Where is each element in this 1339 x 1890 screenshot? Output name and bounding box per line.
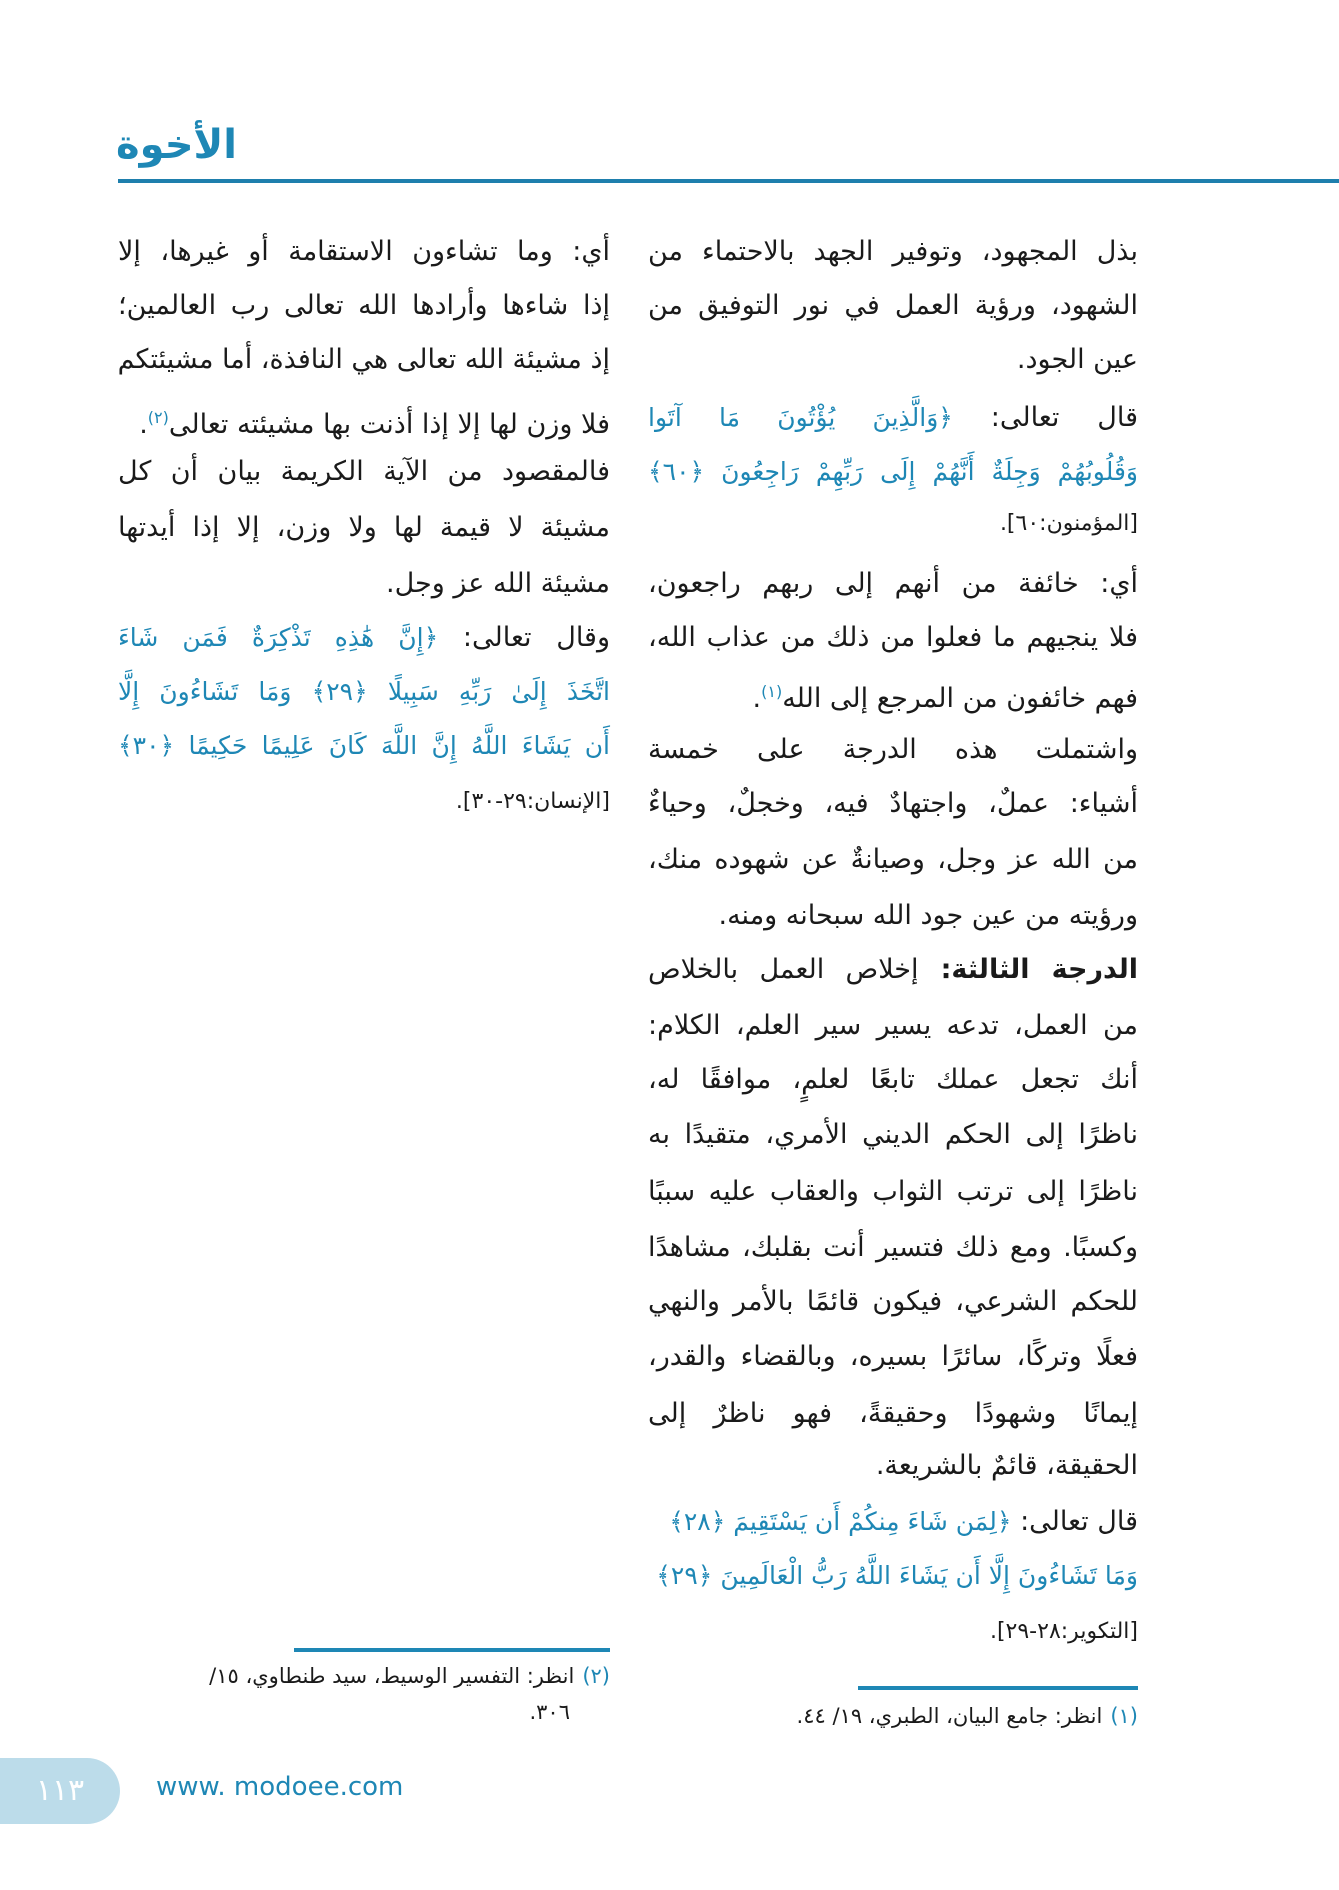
quran-verse-line [648,1549,1138,1603]
verse-reference [118,775,610,829]
chapter-title: الأخوة [116,122,238,168]
text-line [648,225,1138,279]
text-line [648,1275,1138,1329]
text-line [648,1387,1138,1441]
line-text: أي: خائفة من أنهم إلى ربهم راجعون، [648,568,1138,599]
line-text: مشيئة لا قيمة لها ولا وزن، إلا إذا أيدتها [118,512,610,543]
line-text: [التكوير:٢٨-٢٩]. [989,1619,1138,1644]
verse-reference [648,497,1138,551]
line-text: أي: وما تشاءون الاستقامة أو غيرها، إلا [118,236,610,267]
footnote-divider-right [858,1686,1138,1690]
text-line [648,1439,1138,1493]
line-text: أشياء: عملٌ، واجتهادٌ فيه، وخجلٌ، وحياءٌ [648,788,1138,819]
quran-verse: اتَّخَذَ إِلَىٰ رَبِّهِ سَبِيلًا ﴿٢٩﴾ وَمَا تَشَاءُونَ إِلَّا [118,677,610,706]
line-punctuation: . [139,409,148,440]
line-text: بذل المجهود، وتوفير الجهد بالاحتماء من [648,236,1138,267]
footnote-2 [118,1658,610,1730]
text-line [648,943,1138,997]
line-text: قال تعالى: [1011,1506,1138,1537]
text-line [648,279,1138,333]
line-text: إيمانًا وشهودًا وحقيقةً، فهو ناظرٌ إلى [648,1398,1138,1429]
footnote-number: (١) [1110,1704,1138,1728]
site-url[interactable]: www. modoee.com [156,1772,404,1802]
line-text: فهم خائفون من المرجع إلى الله [782,683,1138,714]
line-text: واشتملت هذه الدرجة على خمسة [648,734,1138,765]
page-number-badge: ١١٣ [0,1758,120,1824]
footnote-text: ٣٠٦. [529,1700,570,1724]
text-line [648,1108,1138,1162]
text-line [118,225,610,279]
line-text: وكسبًا. ومع ذلك فتسير أنت بقلبك، مشاهدًا [648,1232,1138,1263]
footnote-text: انظر: التفسير الوسيط، سيد طنطاوي، ١٥/ [209,1664,575,1688]
line-text: وقال تعالى: [438,622,610,653]
text-line [118,391,610,445]
line-text: أنك تجعل عملك تابعًا لعلمٍ، موافقًا له، [648,1064,1138,1095]
text-line [648,1165,1138,1219]
text-line [648,833,1138,887]
line-text: ناظرًا إلى ترتب الثواب والعقاب عليه سببًا [648,1176,1138,1207]
text-line [118,279,610,333]
quran-verse-line [118,719,610,773]
quran-verse-line [118,611,610,665]
text-line [118,445,610,499]
quran-verse: وَقُلُوبُهُمْ وَجِلَةٌ أَنَّهُمْ إِلَى رَبِّهِمْ رَاجِعُونَ ﴿٦٠﴾ [648,457,1138,486]
text-line [648,723,1138,777]
quran-verse: ﴿وَالَّذِينَ يُؤْتُونَ مَا آتَوا [648,403,953,432]
line-text: فلا ينجيهم ما فعلوا من ذلك من عذاب الله، [648,622,1138,653]
text-line [648,665,1138,719]
footnote-marker[interactable]: (١) [761,682,783,701]
line-text: فعلًا وتركًا، سائرًا بسيره، وبالقضاء والقدر، [648,1341,1138,1372]
text-line [118,557,610,611]
quran-verse: وَمَا تَشَاءُونَ إِلَّا أَن يَشَاءَ اللَّهُ رَبُّ الْعَالَمِينَ ﴿٢٩﴾ [656,1561,1138,1590]
line-text: فالمقصود من الآية الكريمة بيان أن كل [118,456,610,487]
line-text: ورؤيته من عين جود الله سبحانه ومنه. [718,900,1138,931]
quran-verse-line [648,445,1138,499]
footnote-number: (٢) [582,1664,610,1688]
quran-verse-line [648,1495,1138,1549]
text-line [648,557,1138,611]
footnote-marker[interactable]: (٢) [147,408,169,427]
line-text: ناظرًا إلى الحكم الديني الأمري، متقيدًا به [648,1119,1138,1150]
line-text: الحقيقة، قائمٌ بالشريعة. [875,1450,1138,1481]
text-line [648,777,1138,831]
header-divider [118,179,1339,183]
quran-verse-line [118,665,610,719]
line-text: فلا وزن لها إلا إذا أذنت بها مشيئته تعالى [168,409,610,440]
line-text: [الإنسان:٢٩-٣٠]. [455,789,610,814]
line-text: الشهود، ورؤية العمل في نور التوفيق من [648,290,1138,321]
line-text: [المؤمنون:٦٠]. [999,511,1138,536]
text-line [648,999,1138,1053]
section-heading: الدرجة الثالثة: [918,954,1138,985]
quran-verse: ﴿إِنَّ هَٰذِهِ تَذْكِرَةٌ فَمَن شَاءَ [118,623,439,652]
footnote-line [648,1698,1138,1734]
line-text: من العمل، تدعه يسير سير العلم، الكلام: [648,1010,1138,1041]
line-text: عين الجود. [1016,344,1138,375]
text-line [648,1053,1138,1107]
line-text: إذ مشيئة الله تعالى هي النافذة، أما مشيئتكم [117,344,610,375]
text-line [648,1330,1138,1384]
text-line [648,1221,1138,1275]
line-text: من الله عز وجل، وصيانةٌ عن شهوده منك، [648,844,1138,875]
quran-verse: ﴿لِمَن شَاءَ مِنكُمْ أَن يَسْتَقِيمَ ﴿٢٨﴾ [669,1507,1012,1536]
footnote-divider-left [294,1648,610,1652]
line-punctuation: . [752,683,762,714]
footnote-1 [648,1698,1138,1734]
line-text: إخلاص العمل بالخلاص [648,954,919,985]
line-text: قال تعالى: [952,402,1138,433]
line-text: للحكم الشرعي، فيكون قائمًا بالأمر والنهي [648,1286,1138,1317]
footnote-text: انظر: جامع البيان، الطبري، ١٩/ ٤٤. [796,1704,1103,1728]
text-line [118,501,610,555]
footnote-line [118,1658,610,1694]
verse-reference [648,1605,1138,1659]
quran-verse-line [648,391,1138,445]
text-line [648,333,1138,387]
quran-verse: أَن يَشَاءَ اللَّهُ إِنَّ اللَّهَ كَانَ عَلِيمًا حَكِيمًا ﴿٣٠﴾ [118,731,610,760]
line-text: مشيئة الله عز وجل. [386,568,610,599]
footnote-line [118,1694,610,1730]
text-line [118,333,610,387]
line-text: إذا شاءها وأرادها الله تعالى رب العالمين؛ [118,290,610,321]
text-line [648,611,1138,665]
text-line [648,889,1138,943]
